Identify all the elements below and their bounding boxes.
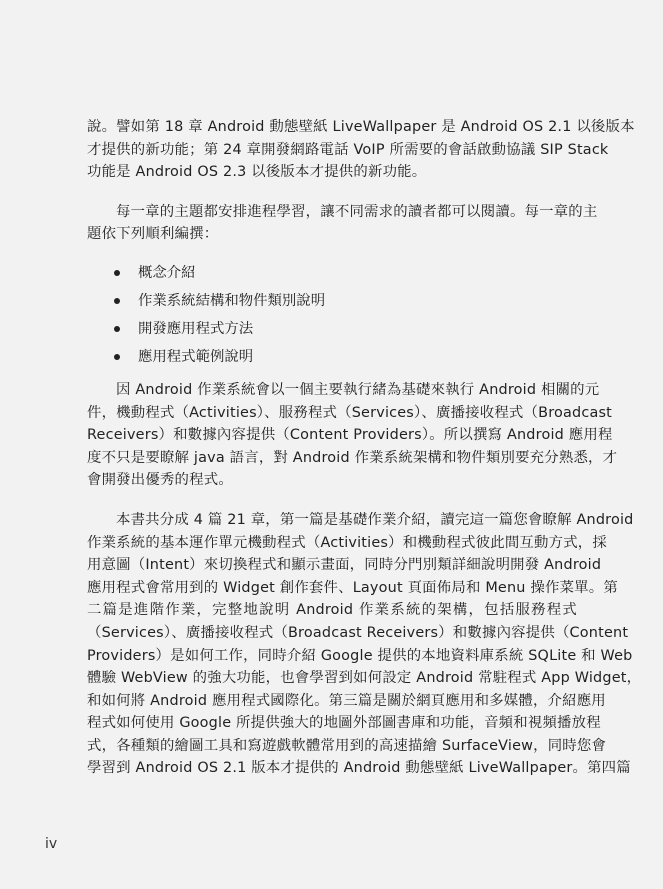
- paragraph-line: 體驗 WebView 的強大功能，也會學習到如何設定 Android 常駐程式 App Widget，: [87, 670, 642, 687]
- paragraph-line: （Services）、廣播接收程式（Broadcast Receivers）和數據內容提供（Content: [87, 624, 629, 641]
- list-item-label: 概念介紹: [138, 264, 196, 281]
- page-content: [87, 116, 642, 780]
- paragraph-line: 用意圖（Intent）來切換程式和顯示畫面，同時分門別類詳細說明開發 Android: [87, 557, 602, 574]
- bullet-icon: [114, 326, 120, 332]
- paragraph-1: [87, 116, 635, 184]
- paragraph-line: 學習到 Android OS 2.1 版本才提供的 Android 動態壁紙 LiveWallpaper。第四篇: [87, 760, 631, 777]
- topic-list: [87, 259, 577, 371]
- paragraph-line: Receivers）和數據內容提供（Content Providers）。所以撰寫 Android 應用程: [87, 427, 613, 444]
- paragraph-2: [87, 201, 598, 246]
- paragraph-line: 功能是 Android OS 2.3 以後版本才提供的新功能。: [87, 164, 427, 181]
- paragraph-3: [87, 379, 618, 492]
- list-item: [87, 287, 577, 315]
- page-number: iv: [45, 836, 58, 852]
- paragraph-line: 式，各種類的繪圖工具和寫遊戲軟體常用到的高速描繪 SurfaceView，同時您會: [87, 737, 607, 754]
- paragraph-line: 二篇是進階作業，完整地說明 Android 作業系統的架構，包括服務程式: [87, 602, 577, 619]
- paragraph-line: 才提供的新功能；第 24 章開發網路電話 VoIP 所需要的會話啟動協議 SIP Stack: [87, 141, 609, 158]
- bullet-icon: [114, 270, 120, 276]
- bullet-icon: [114, 298, 120, 304]
- paragraph-line: 程式如何使用 Google 所提供強大的地圖外部圖書庫和功能，音頻和視頻播放程: [87, 715, 601, 732]
- paragraph-line: 件，機動程式（Activities）、服務程式（Services）、廣播接收程式（Broadcast: [87, 404, 613, 421]
- paragraph-line: Providers）是如何工作，同時介紹 Google 提供的本地資料庫系統 SQLite 和 Web: [87, 647, 633, 664]
- paragraph-line: 度不只是要瞭解 java 語言，對 Android 作業系統架構和物件類別要充分熟悉，才: [87, 449, 618, 466]
- paragraph-line: 作業系統的基本運作單元機動程式（Activities）和機動程式彼此間互動方式，採: [87, 534, 607, 551]
- paragraph-line: 本書共分成 4 篇 21 章，第一篇是基礎作業介紹，讀完這一篇您會瞭解 Android: [116, 511, 634, 528]
- paragraph-4: [87, 509, 642, 780]
- paragraph-line: 因 Android 作業系統會以一個主要執行緒為基礎來執行 Android 相關的元: [116, 381, 600, 398]
- paragraph-line: 每一章的主題都安排進程學習，讓不同需求的讀者都可以閱讀。每一章的主: [116, 203, 598, 220]
- list-item-label: 應用程式範例說明: [138, 348, 254, 365]
- list-item: [87, 343, 577, 371]
- bullet-icon: [114, 354, 120, 360]
- list-item-label: 作業系統結構和物件類別說明: [138, 292, 326, 309]
- paragraph-line: 應用程式會常用到的 Widget 創作套件、Layout 頁面佈局和 Menu 操作菜單。第: [87, 579, 618, 596]
- list-item-label: 開發應用程式方法: [138, 320, 254, 337]
- paragraph-line: 說。譬如第 18 章 Android 動態壁紙 LiveWallpaper 是 Android OS 2.1 以後版本: [87, 119, 635, 135]
- list-item: [87, 259, 577, 287]
- paragraph-line: 和如何將 Android 應用程式國際化。第三篇是關於網頁應用和多媒體，介紹應用: [87, 692, 606, 709]
- paragraph-line: 題依下列順利編撰：: [87, 226, 219, 243]
- paragraph-line: 會開發出優秀的程式。: [87, 472, 233, 489]
- list-item: [87, 315, 577, 343]
